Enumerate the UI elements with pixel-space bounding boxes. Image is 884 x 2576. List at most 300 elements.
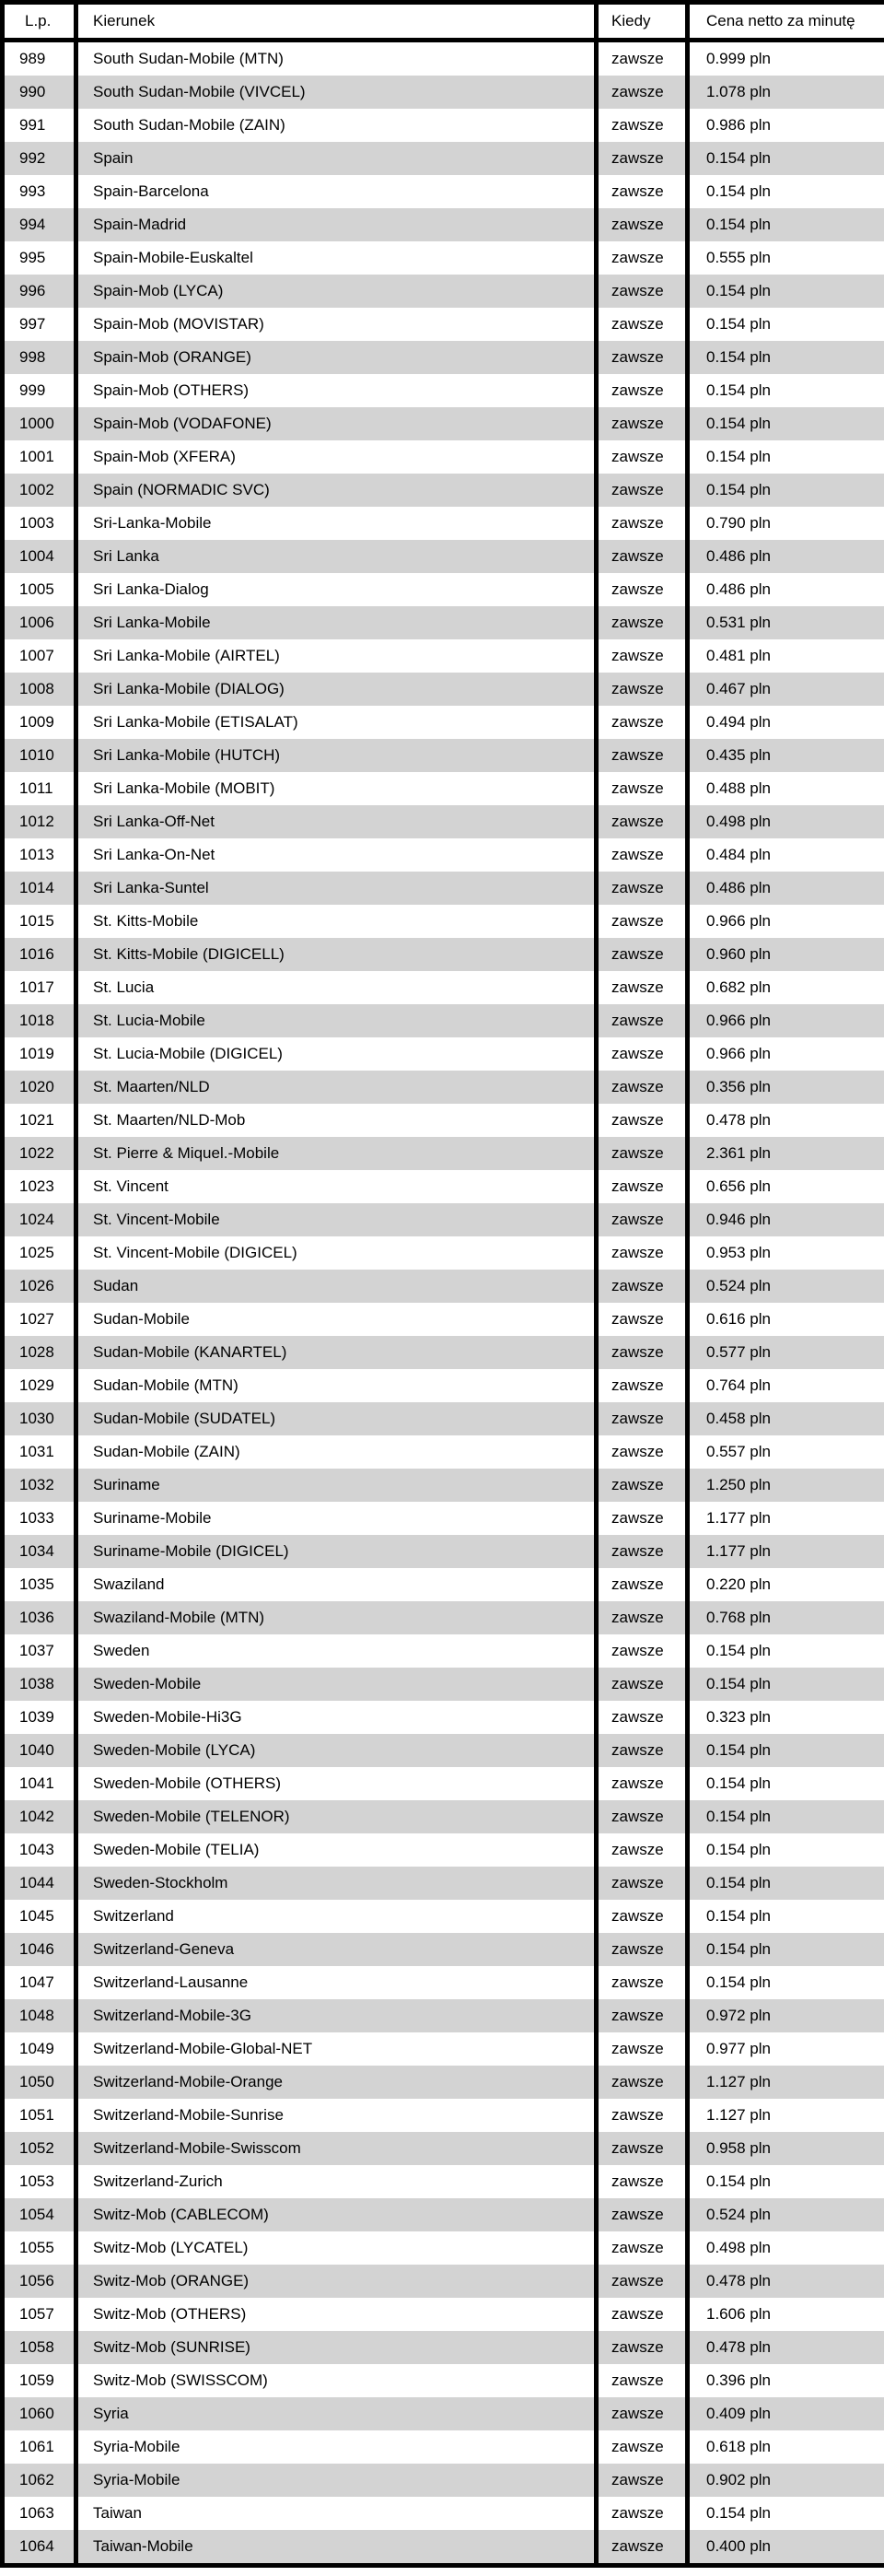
cell-when: zawsze	[597, 1170, 688, 1203]
cell-direction: St. Vincent	[76, 1170, 597, 1203]
cell-price: 0.458 pln	[688, 1402, 884, 1435]
cell-lp: 1051	[3, 2099, 76, 2132]
cell-direction: Suriname-Mobile	[76, 1502, 597, 1535]
table-row	[3, 739, 884, 772]
table-row	[3, 2397, 884, 2430]
cell-direction: St. Lucia-Mobile	[76, 1004, 597, 1037]
cell-lp: 1054	[3, 2198, 76, 2231]
cell-direction: South Sudan-Mobile (ZAIN)	[76, 109, 597, 142]
cell-price: 1.250 pln	[688, 1469, 884, 1502]
cell-lp: 1004	[3, 540, 76, 573]
table-row	[3, 1037, 884, 1071]
cell-lp: 1044	[3, 1867, 76, 1900]
cell-lp: 1055	[3, 2231, 76, 2265]
cell-lp: 992	[3, 142, 76, 175]
cell-lp: 1036	[3, 1601, 76, 1634]
cell-price: 0.790 pln	[688, 507, 884, 540]
cell-direction: Sweden-Stockholm	[76, 1867, 597, 1900]
cell-when: zawsze	[597, 1535, 688, 1568]
cell-when: zawsze	[597, 1568, 688, 1601]
cell-when: zawsze	[597, 540, 688, 573]
cell-lp: 1040	[3, 1734, 76, 1767]
cell-when: zawsze	[597, 673, 688, 706]
cell-price: 0.154 pln	[688, 1800, 884, 1833]
cell-when: zawsze	[597, 175, 688, 208]
cell-when: zawsze	[597, 109, 688, 142]
cell-lp: 1038	[3, 1668, 76, 1701]
cell-price: 0.154 pln	[688, 2165, 884, 2198]
cell-price: 0.577 pln	[688, 1336, 884, 1369]
cell-lp: 1024	[3, 1203, 76, 1236]
table-row	[3, 175, 884, 208]
cell-lp: 989	[3, 41, 76, 76]
cell-when: zawsze	[597, 1966, 688, 1999]
table-row	[3, 440, 884, 474]
cell-lp: 1020	[3, 1071, 76, 1104]
cell-lp: 997	[3, 308, 76, 341]
cell-lp: 1047	[3, 1966, 76, 1999]
cell-price: 0.524 pln	[688, 1270, 884, 1303]
cell-when: zawsze	[597, 1601, 688, 1634]
cell-lp: 1013	[3, 838, 76, 872]
cell-price: 0.154 pln	[688, 1933, 884, 1966]
cell-direction: Spain-Mob (MOVISTAR)	[76, 308, 597, 341]
cell-when: zawsze	[597, 1701, 688, 1734]
cell-price: 0.154 pln	[688, 175, 884, 208]
cell-direction: Syria-Mobile	[76, 2430, 597, 2464]
cell-direction: Sudan-Mobile (KANARTEL)	[76, 1336, 597, 1369]
cell-price: 0.682 pln	[688, 971, 884, 1004]
cell-when: zawsze	[597, 407, 688, 440]
table-row	[3, 1203, 884, 1236]
table-row	[3, 1071, 884, 1104]
cell-when: zawsze	[597, 1104, 688, 1137]
cell-lp: 1009	[3, 706, 76, 739]
cell-direction: St. Vincent-Mobile (DIGICEL)	[76, 1236, 597, 1270]
cell-lp: 1034	[3, 1535, 76, 1568]
cell-lp: 1048	[3, 1999, 76, 2032]
cell-price: 1.606 pln	[688, 2298, 884, 2331]
cell-direction: Sri Lanka-Suntel	[76, 872, 597, 905]
cell-when: zawsze	[597, 440, 688, 474]
table-row	[3, 474, 884, 507]
table-row	[3, 2198, 884, 2231]
cell-direction: Spain (NORMADIC SVC)	[76, 474, 597, 507]
cell-when: zawsze	[597, 2430, 688, 2464]
table-row	[3, 1170, 884, 1203]
table-row	[3, 407, 884, 440]
table-row	[3, 1668, 884, 1701]
table-row	[3, 1303, 884, 1336]
cell-lp: 1001	[3, 440, 76, 474]
cell-direction: Switzerland-Mobile-Swisscom	[76, 2132, 597, 2165]
table-row	[3, 639, 884, 673]
cell-direction: Sri Lanka-Mobile (HUTCH)	[76, 739, 597, 772]
cell-when: zawsze	[597, 1833, 688, 1867]
cell-price: 0.154 pln	[688, 2497, 884, 2530]
cell-direction: Suriname-Mobile (DIGICEL)	[76, 1535, 597, 1568]
cell-when: zawsze	[597, 772, 688, 805]
cell-price: 0.154 pln	[688, 308, 884, 341]
cell-lp: 991	[3, 109, 76, 142]
table-row	[3, 673, 884, 706]
cell-when: zawsze	[597, 606, 688, 639]
table-row	[3, 2464, 884, 2497]
cell-direction: Sri Lanka-On-Net	[76, 838, 597, 872]
cell-lp: 1017	[3, 971, 76, 1004]
cell-price: 0.154 pln	[688, 275, 884, 308]
cell-direction: Switzerland-Mobile-3G	[76, 1999, 597, 2032]
cell-lp: 1063	[3, 2497, 76, 2530]
cell-when: zawsze	[597, 2464, 688, 2497]
cell-price: 0.154 pln	[688, 407, 884, 440]
table-row	[3, 2032, 884, 2066]
cell-direction: Sudan-Mobile	[76, 1303, 597, 1336]
cell-direction: St. Kitts-Mobile (DIGICELL)	[76, 938, 597, 971]
table-row	[3, 2331, 884, 2364]
cell-lp: 1019	[3, 1037, 76, 1071]
cell-direction: Switzerland-Lausanne	[76, 1966, 597, 1999]
cell-price: 0.154 pln	[688, 1634, 884, 1668]
table-body	[3, 41, 884, 2566]
table-row	[3, 1469, 884, 1502]
cell-price: 0.486 pln	[688, 872, 884, 905]
cell-direction: Sri Lanka-Mobile	[76, 606, 597, 639]
cell-lp: 1058	[3, 2331, 76, 2364]
cell-lp: 1049	[3, 2032, 76, 2066]
cell-lp: 1046	[3, 1933, 76, 1966]
table-row	[3, 1004, 884, 1037]
cell-lp: 1015	[3, 905, 76, 938]
cell-price: 0.531 pln	[688, 606, 884, 639]
cell-when: zawsze	[597, 706, 688, 739]
cell-direction: Sudan-Mobile (SUDATEL)	[76, 1402, 597, 1435]
header-when: Kiedy	[597, 3, 688, 41]
table-row	[3, 76, 884, 109]
cell-price: 0.498 pln	[688, 805, 884, 838]
cell-direction: Swaziland	[76, 1568, 597, 1601]
table-row	[3, 2265, 884, 2298]
cell-price: 1.127 pln	[688, 2099, 884, 2132]
table-row	[3, 1966, 884, 1999]
table-row	[3, 971, 884, 1004]
table-row	[3, 1767, 884, 1800]
cell-when: zawsze	[597, 1336, 688, 1369]
cell-price: 0.999 pln	[688, 41, 884, 76]
cell-direction: Switzerland	[76, 1900, 597, 1933]
cell-lp: 993	[3, 175, 76, 208]
cell-price: 0.484 pln	[688, 838, 884, 872]
cell-price: 0.946 pln	[688, 1203, 884, 1236]
cell-price: 0.498 pln	[688, 2231, 884, 2265]
cell-direction: St. Lucia-Mobile (DIGICEL)	[76, 1037, 597, 1071]
table-row	[3, 2231, 884, 2265]
cell-direction: Switz-Mob (SWISSCOM)	[76, 2364, 597, 2397]
cell-price: 0.656 pln	[688, 1170, 884, 1203]
cell-direction: Sri Lanka	[76, 540, 597, 573]
cell-price: 0.154 pln	[688, 474, 884, 507]
table-row	[3, 1236, 884, 1270]
cell-direction: Sweden-Mobile (TELENOR)	[76, 1800, 597, 1833]
cell-lp: 1059	[3, 2364, 76, 2397]
cell-direction: Sri Lanka-Dialog	[76, 573, 597, 606]
cell-direction: Sweden-Mobile	[76, 1668, 597, 1701]
cell-direction: South Sudan-Mobile (MTN)	[76, 41, 597, 76]
cell-lp: 1023	[3, 1170, 76, 1203]
cell-price: 0.488 pln	[688, 772, 884, 805]
cell-price: 0.396 pln	[688, 2364, 884, 2397]
cell-lp: 1039	[3, 1701, 76, 1734]
cell-price: 0.524 pln	[688, 2198, 884, 2231]
table-row	[3, 1369, 884, 1402]
cell-direction: Switzerland-Mobile-Global-NET	[76, 2032, 597, 2066]
table-row	[3, 2530, 884, 2566]
cell-price: 0.494 pln	[688, 706, 884, 739]
cell-lp: 1061	[3, 2430, 76, 2464]
cell-direction: St. Lucia	[76, 971, 597, 1004]
cell-when: zawsze	[597, 2497, 688, 2530]
cell-direction: Switzerland-Zurich	[76, 2165, 597, 2198]
cell-lp: 1002	[3, 474, 76, 507]
table-row	[3, 109, 884, 142]
cell-direction: St. Maarten/NLD	[76, 1071, 597, 1104]
table-row	[3, 1435, 884, 1469]
cell-when: zawsze	[597, 1999, 688, 2032]
cell-direction: Sri Lanka-Mobile (MOBIT)	[76, 772, 597, 805]
cell-when: zawsze	[597, 474, 688, 507]
table-row	[3, 1535, 884, 1568]
table-row	[3, 2066, 884, 2099]
cell-when: zawsze	[597, 1900, 688, 1933]
cell-lp: 1053	[3, 2165, 76, 2198]
cell-direction: Spain-Mob (XFERA)	[76, 440, 597, 474]
cell-lp: 1005	[3, 573, 76, 606]
cell-direction: St. Pierre & Miquel.-Mobile	[76, 1137, 597, 1170]
table-row	[3, 1701, 884, 1734]
cell-direction: Sweden-Mobile (TELIA)	[76, 1833, 597, 1867]
table-row	[3, 1104, 884, 1137]
cell-price: 0.154 pln	[688, 1734, 884, 1767]
table-row	[3, 1999, 884, 2032]
cell-lp: 998	[3, 341, 76, 374]
cell-lp: 1064	[3, 2530, 76, 2566]
cell-price: 0.154 pln	[688, 1867, 884, 1900]
table-row	[3, 208, 884, 241]
cell-direction: Switz-Mob (ORANGE)	[76, 2265, 597, 2298]
header-price: Cena netto za minutę	[688, 3, 884, 41]
cell-price: 0.481 pln	[688, 639, 884, 673]
cell-price: 0.400 pln	[688, 2530, 884, 2566]
table-row	[3, 2497, 884, 2530]
cell-when: zawsze	[597, 275, 688, 308]
cell-when: zawsze	[597, 1137, 688, 1170]
cell-lp: 1043	[3, 1833, 76, 1867]
cell-price: 0.478 pln	[688, 1104, 884, 1137]
table-row	[3, 1137, 884, 1170]
cell-price: 0.486 pln	[688, 540, 884, 573]
cell-when: zawsze	[597, 341, 688, 374]
cell-when: zawsze	[597, 1236, 688, 1270]
cell-price: 0.435 pln	[688, 739, 884, 772]
cell-when: zawsze	[597, 1270, 688, 1303]
cell-direction: Spain	[76, 142, 597, 175]
cell-lp: 1042	[3, 1800, 76, 1833]
cell-direction: Switzerland-Mobile-Sunrise	[76, 2099, 597, 2132]
cell-direction: Sudan-Mobile (MTN)	[76, 1369, 597, 1402]
cell-lp: 996	[3, 275, 76, 308]
cell-lp: 1011	[3, 772, 76, 805]
cell-direction: St. Maarten/NLD-Mob	[76, 1104, 597, 1137]
cell-direction: Sri Lanka-Mobile (AIRTEL)	[76, 639, 597, 673]
cell-price: 0.467 pln	[688, 673, 884, 706]
table-row	[3, 1336, 884, 1369]
cell-lp: 1007	[3, 639, 76, 673]
cell-price: 0.154 pln	[688, 142, 884, 175]
cell-lp: 1062	[3, 2464, 76, 2497]
cell-lp: 999	[3, 374, 76, 407]
cell-price: 0.966 pln	[688, 905, 884, 938]
table-row	[3, 1634, 884, 1668]
cell-lp: 1052	[3, 2132, 76, 2165]
cell-price: 0.486 pln	[688, 573, 884, 606]
cell-direction: Spain-Mob (LYCA)	[76, 275, 597, 308]
cell-lp: 995	[3, 241, 76, 275]
cell-when: zawsze	[597, 739, 688, 772]
cell-when: zawsze	[597, 1668, 688, 1701]
cell-price: 0.154 pln	[688, 374, 884, 407]
cell-when: zawsze	[597, 1933, 688, 1966]
cell-when: zawsze	[597, 2099, 688, 2132]
table-row	[3, 1933, 884, 1966]
cell-direction: Spain-Barcelona	[76, 175, 597, 208]
cell-direction: South Sudan-Mobile (VIVCEL)	[76, 76, 597, 109]
cell-price: 0.154 pln	[688, 208, 884, 241]
table-row	[3, 2298, 884, 2331]
cell-lp: 1037	[3, 1634, 76, 1668]
cell-when: zawsze	[597, 2397, 688, 2430]
cell-lp: 1018	[3, 1004, 76, 1037]
cell-direction: Swaziland-Mobile (MTN)	[76, 1601, 597, 1634]
table-row	[3, 1900, 884, 1933]
cell-lp: 1031	[3, 1435, 76, 1469]
cell-direction: Sweden-Mobile (LYCA)	[76, 1734, 597, 1767]
table-row	[3, 1734, 884, 1767]
cell-lp: 1006	[3, 606, 76, 639]
cell-direction: Sudan-Mobile (ZAIN)	[76, 1435, 597, 1469]
cell-when: zawsze	[597, 1435, 688, 1469]
table-row	[3, 2165, 884, 2198]
table-row	[3, 872, 884, 905]
cell-when: zawsze	[597, 2165, 688, 2198]
cell-when: zawsze	[597, 2032, 688, 2066]
table-row	[3, 1833, 884, 1867]
table-row	[3, 606, 884, 639]
cell-direction: Syria	[76, 2397, 597, 2430]
header-lp: L.p.	[3, 3, 76, 41]
table-row	[3, 1800, 884, 1833]
table-row	[3, 2132, 884, 2165]
cell-lp: 1032	[3, 1469, 76, 1502]
cell-lp: 1029	[3, 1369, 76, 1402]
cell-price: 0.154 pln	[688, 341, 884, 374]
table-row	[3, 838, 884, 872]
table-row	[3, 2099, 884, 2132]
cell-price: 0.154 pln	[688, 1900, 884, 1933]
cell-direction: Taiwan	[76, 2497, 597, 2530]
cell-when: zawsze	[597, 2132, 688, 2165]
cell-lp: 1056	[3, 2265, 76, 2298]
table-row	[3, 938, 884, 971]
cell-direction: St. Kitts-Mobile	[76, 905, 597, 938]
cell-price: 0.154 pln	[688, 1966, 884, 1999]
cell-direction: Sri-Lanka-Mobile	[76, 507, 597, 540]
cell-lp: 1008	[3, 673, 76, 706]
table-row	[3, 374, 884, 407]
cell-price: 0.960 pln	[688, 938, 884, 971]
cell-direction: Suriname	[76, 1469, 597, 1502]
cell-when: zawsze	[597, 1402, 688, 1435]
cell-when: zawsze	[597, 1634, 688, 1668]
cell-when: zawsze	[597, 872, 688, 905]
cell-when: zawsze	[597, 971, 688, 1004]
cell-direction: Sweden-Mobile-Hi3G	[76, 1701, 597, 1734]
table-row	[3, 1270, 884, 1303]
cell-lp: 1060	[3, 2397, 76, 2430]
cell-direction: Taiwan-Mobile	[76, 2530, 597, 2566]
cell-lp: 1010	[3, 739, 76, 772]
table-row	[3, 706, 884, 739]
header-direction: Kierunek	[76, 3, 597, 41]
cell-direction: Sweden	[76, 1634, 597, 1668]
cell-lp: 1000	[3, 407, 76, 440]
cell-lp: 990	[3, 76, 76, 109]
table-row	[3, 1601, 884, 1634]
cell-when: zawsze	[597, 2298, 688, 2331]
cell-direction: Sudan	[76, 1270, 597, 1303]
table-row	[3, 41, 884, 76]
cell-when: zawsze	[597, 2198, 688, 2231]
cell-when: zawsze	[597, 76, 688, 109]
cell-when: zawsze	[597, 2231, 688, 2265]
cell-price: 0.902 pln	[688, 2464, 884, 2497]
cell-when: zawsze	[597, 805, 688, 838]
cell-when: zawsze	[597, 1469, 688, 1502]
cell-lp: 1027	[3, 1303, 76, 1336]
cell-lp: 1014	[3, 872, 76, 905]
cell-when: zawsze	[597, 905, 688, 938]
cell-when: zawsze	[597, 507, 688, 540]
cell-price: 2.361 pln	[688, 1137, 884, 1170]
cell-price: 1.078 pln	[688, 76, 884, 109]
cell-when: zawsze	[597, 1867, 688, 1900]
cell-when: zawsze	[597, 1037, 688, 1071]
cell-price: 0.986 pln	[688, 109, 884, 142]
table-row	[3, 905, 884, 938]
cell-direction: Sri Lanka-Mobile (ETISALAT)	[76, 706, 597, 739]
table-header	[3, 3, 884, 41]
cell-lp: 1041	[3, 1767, 76, 1800]
cell-lp: 1021	[3, 1104, 76, 1137]
table-row	[3, 507, 884, 540]
cell-price: 0.154 pln	[688, 440, 884, 474]
cell-price: 0.966 pln	[688, 1004, 884, 1037]
cell-direction: St. Vincent-Mobile	[76, 1203, 597, 1236]
cell-lp: 994	[3, 208, 76, 241]
cell-when: zawsze	[597, 308, 688, 341]
cell-when: zawsze	[597, 1734, 688, 1767]
cell-when: zawsze	[597, 41, 688, 76]
cell-lp: 1028	[3, 1336, 76, 1369]
